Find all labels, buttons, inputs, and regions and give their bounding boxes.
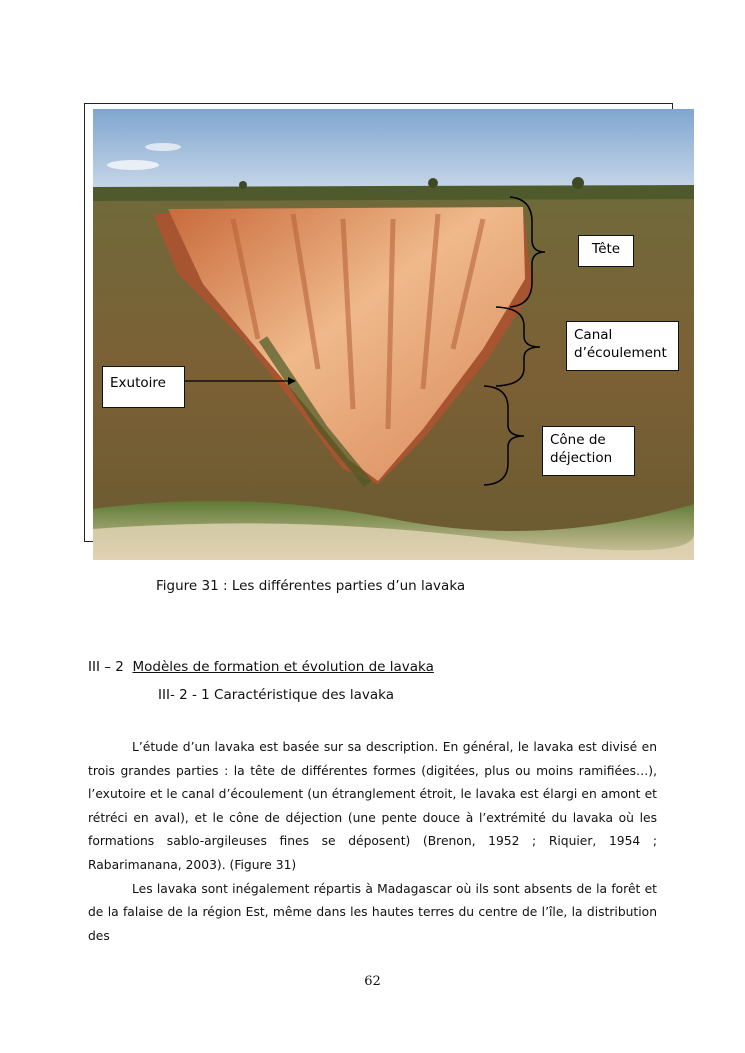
- paragraph: Les lavaka sont inégalement répartis à Madagascar où ils sont absents de la forêt et de la falaise de la région Est, même dans les hautes terres du centre de l’île, la distribution des: [88, 881, 657, 943]
- section-title: Modèles de formation et évolution de lavaka: [132, 659, 434, 675]
- section-heading: [88, 659, 434, 675]
- page-number: 62: [364, 974, 381, 989]
- section-number: III – 2: [88, 659, 124, 675]
- label-cone: [542, 426, 635, 476]
- label-cone-line1: Cône de: [550, 432, 606, 448]
- label-exutoire-text: Exutoire: [110, 375, 166, 391]
- label-tete: [578, 235, 634, 267]
- paragraph: L’étude d’un lavaka est basée sur sa description. En général, le lavaka est divisé en trois grandes parties : la tête de différentes formes (digitées, plus ou moins ramifiées…), l’exutoire et le canal d’écoulement (un étranglement étroit, le lavaka est élargi en amont et rétréci en aval), et le cône de déjection (une pente douce à l’extrémité du lavaka où les formations sablo-argileuses fines se déposent) (Brenon, 1952 ; Riquier, 1954 ; Rabarimanana, 2003). (Figure 31): [88, 740, 657, 872]
- label-cone-line2: déjection: [550, 450, 613, 466]
- label-tete-text: Tête: [591, 241, 621, 257]
- label-exutoire: [102, 366, 185, 408]
- label-canal-line1: Canal: [574, 327, 613, 343]
- body-text: [88, 736, 657, 948]
- label-canal: [566, 321, 679, 371]
- subsection-heading: III- 2 - 1 Caractéristique des lavaka: [158, 687, 395, 703]
- label-canal-line2: d’écoulement: [574, 345, 667, 361]
- figure-caption: Figure 31 : Les différentes parties d’un lavaka: [156, 578, 466, 594]
